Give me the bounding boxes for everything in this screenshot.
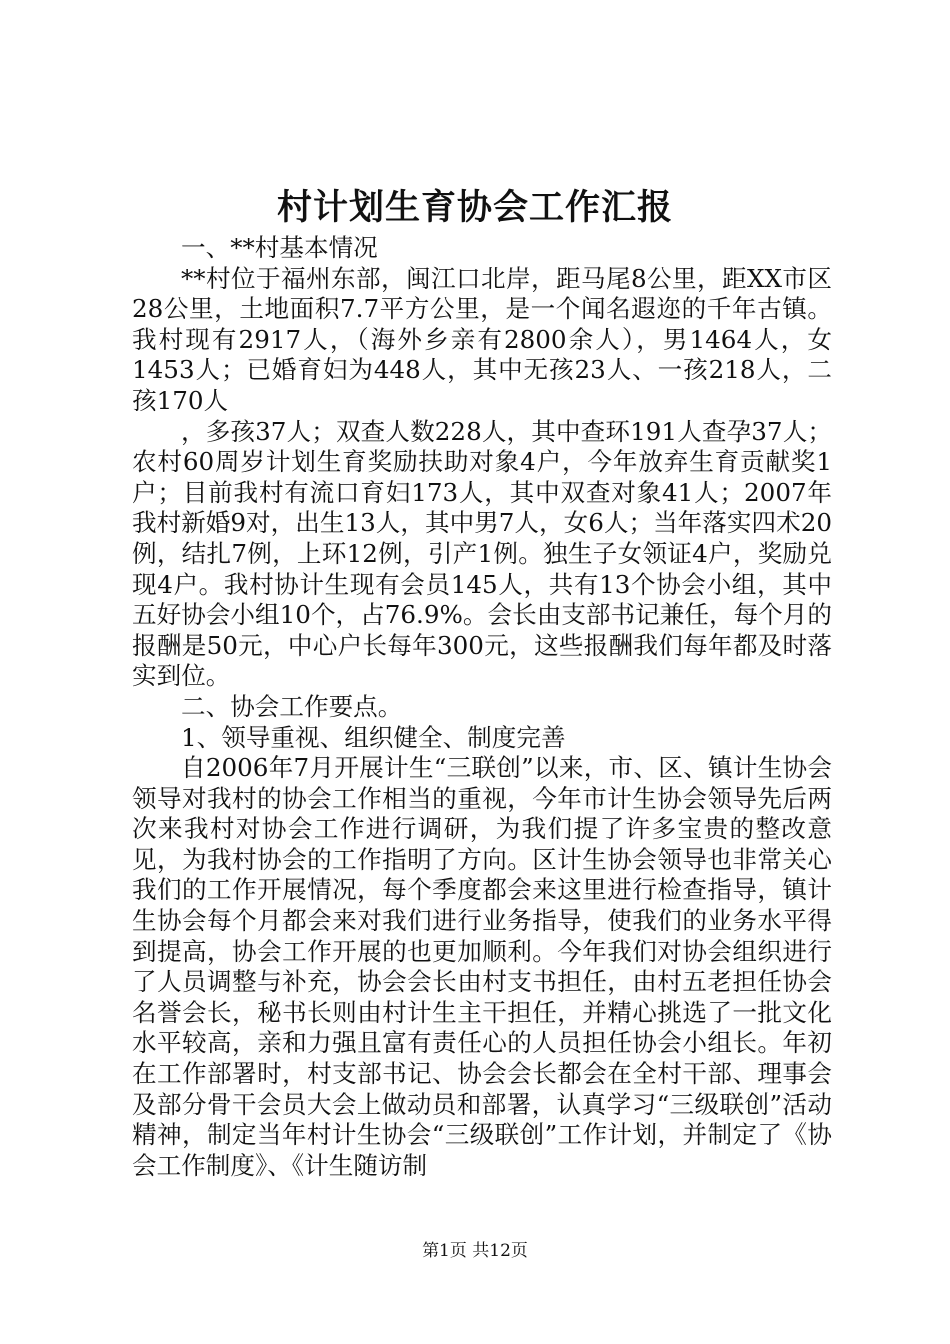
- paragraph-statistics: ，多孩37人；双查人数228人，其中查环191人查孕37人；农村60周岁计划生育奖励扶助对象4户，今年放弃生育贡献奖1户；目前我村有流口育妇173人，其中双查对象41人；2007年我村新婚9对，出生13人，其中男7人，女6人；当年落实四术20例，结扎7例，上环12例，引产1例。独生子女领证4户，奖励兑现4户。我村协计生现有会员145人，共有13个协会小组，其中五好协会小组10个，占76.9%。会长由支部书记兼任，每个月的报酬是50元，中心户长每年300元，这些报酬我们每年都及时落实到位。: [132, 416, 832, 691]
- document-title: 村计划生育协会工作汇报: [276, 187, 673, 228]
- section-heading-work-points: 二、协会工作要点。: [181, 691, 403, 721]
- paragraph-village-overview: **村位于福州东部，闽江口北岸，距马尾8公里，距XX市区28公里，土地面积7.7平方公里，是一个闻名遐迩的千年古镇。我村现有2917人，（海外乡亲有2800余人），男1464人，女1453人；已婚育妇为448人，其中无孩23人、一孩218人，二孩170人: [132, 263, 832, 415]
- section-heading-basic-info: 一、**村基本情况: [181, 233, 378, 262]
- subsection-heading-leadership: 1、领导重视、组织健全、制度完善: [181, 722, 566, 752]
- document-body: [132, 233, 832, 1181]
- paragraph-leadership: 自2006年7月开展计生“三联创”以来，市、区、镇计生协会领导对我村的协会工作相当的重视，今年市计生协会领导先后两次来我村对协会工作进行调研，为我们提了许多宝贵的整改意见，为我村协会的工作指明了方向。区计生协会领导也非常关心我们的工作开展情况，每个季度都会来这里进行检查指导，镇计生协会每个月都会来对我们进行业务指导，使我们的业务水平得到提高，协会工作开展的也更加顺利。今年我们对协会组织进行了人员调整与补充，协会会长由村支书担任，由村五老担任协会名誉会长，秘书长则由村计生主干担任，并精心挑选了一批文化水平较高，亲和力强且富有责任心的人员担任协会小组长。年初在工作部署时，村支部书记、协会会长都会在全村干部、理事会及部分骨干会员大会上做动员和部署，认真学习“三级联创”活动精神，制定当年村计生协会“三级联创”工作计划，并制定了《协会工作制度》、《计生随访制: [132, 753, 832, 1180]
- page-number-footer: 第1页 共12页: [422, 1241, 528, 1261]
